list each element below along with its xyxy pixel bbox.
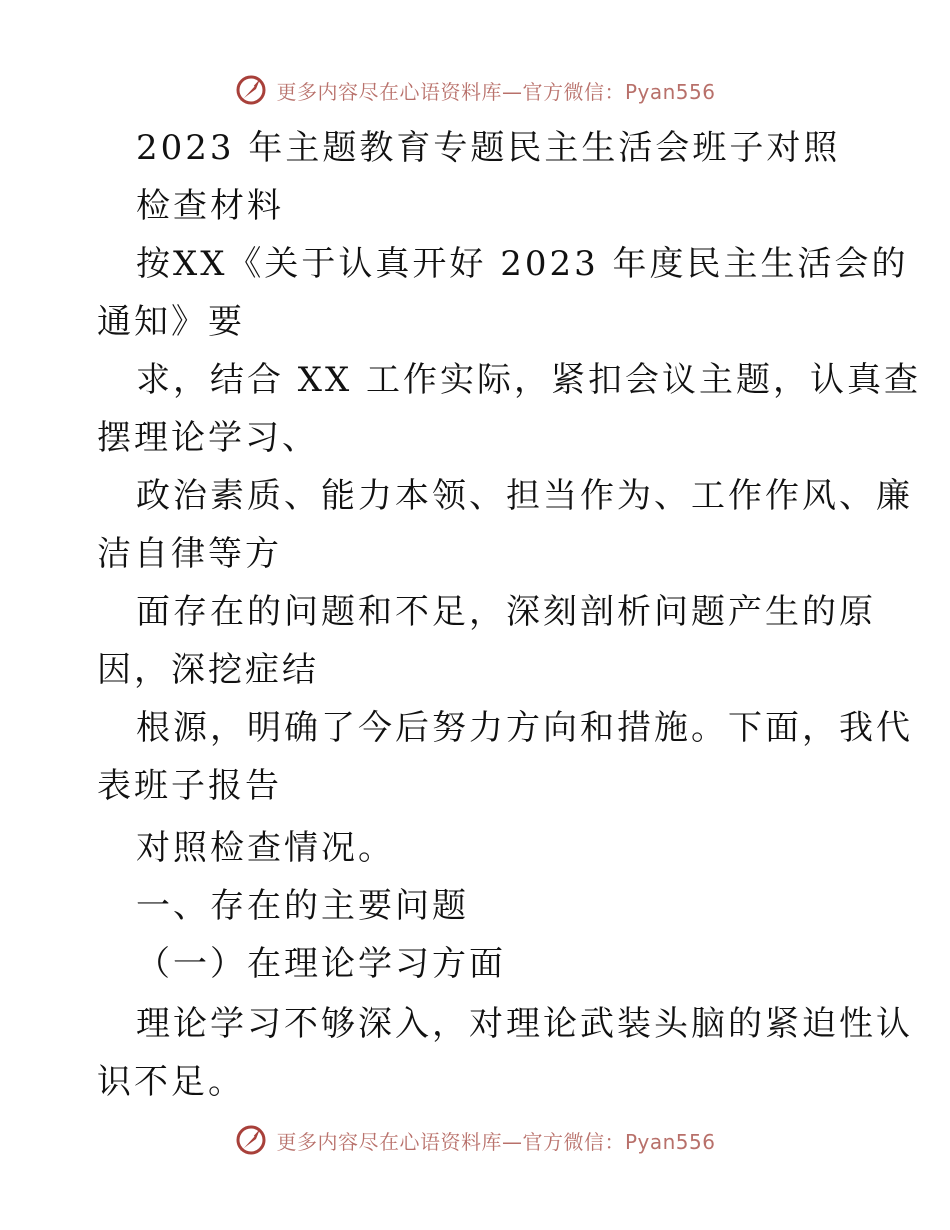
paragraph-line: 识不足。 xyxy=(97,1062,245,1102)
subsection-heading: （一）在理论学习方面 xyxy=(136,944,506,984)
paragraph-line: 因，深挖症结 xyxy=(97,650,319,690)
watermark-banner-bottom xyxy=(0,1120,950,1160)
paragraph-line: 对照检查情况。 xyxy=(136,828,395,868)
doc-title-line-2: 检查材料 xyxy=(136,186,284,226)
paragraph-line: 面存在的问题和不足，深刻剖析问题产生的原 xyxy=(136,592,876,632)
watermark-text: 更多内容尽在心语资料库—官方微信：Pyan556 xyxy=(276,79,716,104)
paragraph-line: 根源，明确了今后努力方向和措施。下面，我代 xyxy=(136,708,913,748)
paragraph-line: 摆理论学习、 xyxy=(97,418,319,458)
paragraph-line: 理论学习不够深入，对理论武装头脑的紧迫性认 xyxy=(136,1004,913,1044)
watermark-text: 更多内容尽在心语资料库—官方微信：Pyan556 xyxy=(276,1129,716,1154)
paragraph-line: 求，结合 XX 工作实际，紧扣会议主题，认真查 xyxy=(136,360,922,400)
feather-pen-circle-icon xyxy=(234,1123,268,1157)
paragraph-line: 通知》要 xyxy=(97,302,245,342)
paragraph-line: 按XX《关于认真开好 2023 年度民主生活会的 xyxy=(136,244,909,284)
paragraph-line: 洁自律等方 xyxy=(97,534,282,574)
section-heading: 一、存在的主要问题 xyxy=(136,886,469,926)
doc-title-line-1: 2023 年主题教育专题民主生活会班子对照 xyxy=(136,128,841,168)
paragraph-line: 政治素质、能力本领、担当作为、工作作风、廉 xyxy=(136,476,913,516)
paragraph-line: 表班子报告 xyxy=(97,766,282,806)
